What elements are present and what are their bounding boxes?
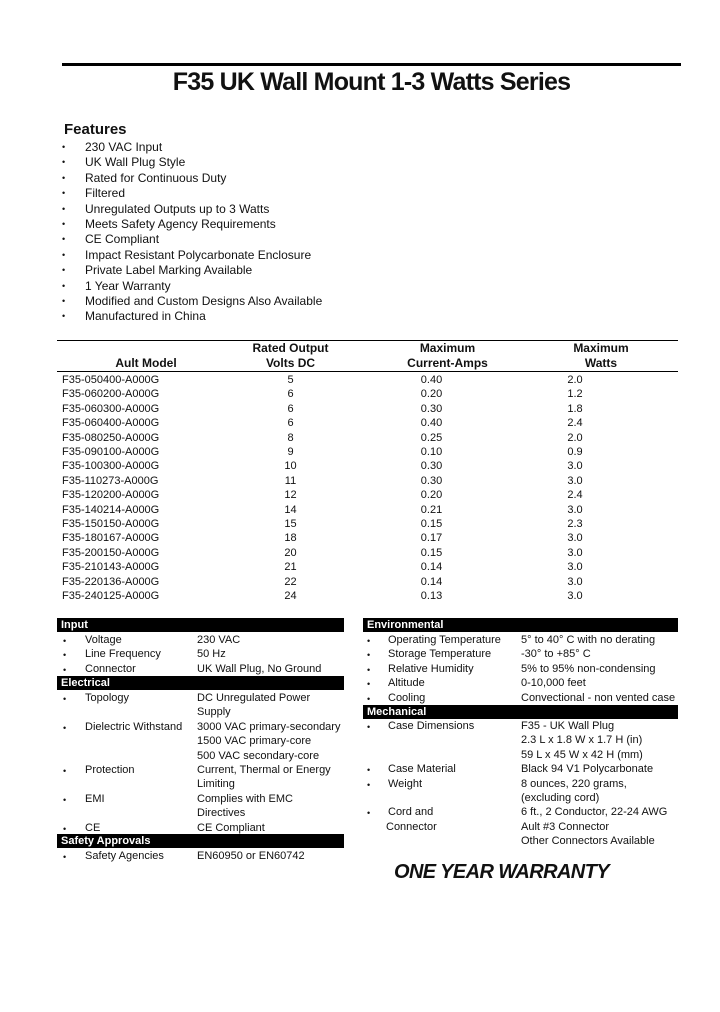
mechanical-section-header: Mechanical [363, 705, 678, 719]
amps-cell: 0.20 [420, 388, 443, 401]
spec-label: EMI [85, 792, 105, 805]
table-row [62, 560, 638, 574]
table-row [62, 459, 638, 473]
bullet-icon: • [367, 779, 371, 790]
model-cell: F35-240125-A000G [62, 590, 160, 603]
spec-value: 8 ounces, 220 grams, [521, 777, 627, 790]
spec-label: CE [85, 821, 101, 834]
spec-label: Topology [85, 692, 130, 704]
amps-cell: 0.17 [420, 532, 443, 545]
table-row [62, 575, 638, 589]
safety-section-header: Safety Approvals [57, 834, 344, 848]
volts-cell: 6 [287, 402, 294, 415]
bullet-icon: • [367, 664, 371, 675]
bullet-icon: • [367, 808, 371, 819]
table-row [62, 431, 638, 445]
bullet-icon: • [367, 650, 371, 661]
watts-cell: 3.0 [567, 532, 583, 545]
model-cell: F35-060400-A000G [62, 417, 160, 430]
spec-value: Current, Thermal or Energy [197, 764, 331, 776]
spec-value: Other Connectors Available [521, 835, 655, 848]
table-row [62, 474, 638, 488]
volts-cell: 10 [284, 460, 297, 473]
table-row [62, 531, 638, 545]
watts-cell: 3.0 [567, 546, 583, 559]
spec-value: 2.3 L x 1.8 W x 1.7 H (in) [521, 734, 643, 747]
spec-label: Voltage [85, 634, 122, 646]
bullet-icon: • [63, 650, 67, 661]
header-amps-line1: Maximum [419, 341, 476, 355]
feature-item: • Impact Resistant Polycarbonate Enclosure [62, 248, 322, 263]
spec-value: UK Wall Plug, No Ground [197, 662, 322, 675]
model-cell: F35-050400-A000G [62, 374, 160, 386]
amps-cell: 0.10 [420, 446, 443, 459]
amps-cell: 0.30 [420, 402, 443, 415]
watts-cell: 3.0 [567, 575, 583, 588]
model-cell: F35-110273-A000G [62, 474, 159, 487]
amps-cell: 0.15 [420, 518, 443, 531]
table-row [62, 402, 638, 416]
spec-value: 5° to 40° C with no derating [521, 634, 656, 646]
spec-value: 230 VAC [197, 634, 241, 646]
model-cell: F35-090100-A000G [62, 446, 160, 459]
header-volts-line1: Rated Output [252, 341, 329, 355]
table-row [62, 445, 638, 459]
spec-label: Storage Temperature [388, 648, 492, 661]
bullet-icon: • [63, 852, 67, 862]
bullet-icon: • [63, 823, 67, 834]
spec-value: 0-10,000 feet [521, 677, 586, 690]
spec-value: Black 94 V1 Polycarbonate [521, 763, 654, 776]
volts-cell: 8 [287, 431, 294, 444]
header-amps-line2: Current-Amps [407, 356, 488, 370]
feature-item: • Filtered [62, 186, 322, 201]
volts-cell: 18 [284, 532, 297, 545]
model-cell: F35-100300-A000G [62, 460, 160, 473]
bullet-icon: • [367, 679, 371, 690]
watts-cell: 2.0 [567, 374, 583, 386]
spec-label: Case Material [388, 763, 456, 776]
model-cell: F35-120200-A000G [62, 489, 160, 502]
volts-cell: 11 [284, 474, 297, 487]
model-cell: F35-060300-A000G [62, 402, 160, 415]
volts-cell: 9 [287, 446, 294, 459]
spec-value: 1500 VAC primary-core [197, 735, 312, 748]
spec-value: Complies with EMC [197, 792, 293, 805]
model-cell: F35-080250-A000G [62, 431, 160, 444]
spec-value: CE Compliant [197, 821, 265, 834]
spec-value: Limiting [197, 778, 235, 791]
watts-cell: 3.0 [567, 503, 583, 516]
amps-cell: 0.14 [420, 575, 443, 588]
spec-value: -30° to +85° C [521, 648, 591, 661]
bullet-icon: • [63, 636, 67, 646]
spec-label: Altitude [388, 677, 425, 690]
table-header-rule [57, 371, 678, 372]
spec-value: 3000 VAC primary-secondary [197, 720, 341, 733]
spec-label: Dielectric Withstand [85, 720, 183, 733]
top-rule [62, 63, 681, 66]
watts-cell: 3.0 [567, 590, 583, 603]
amps-cell: 0.30 [420, 460, 443, 473]
table-row [62, 503, 638, 517]
model-cell: F35-220136-A000G [62, 575, 160, 588]
header-volts-line2: Volts DC [265, 356, 316, 370]
volts-cell: 6 [287, 388, 294, 401]
watts-cell: 3.0 [567, 460, 583, 473]
amps-cell: 0.25 [420, 431, 443, 444]
bullet-icon: • [63, 766, 67, 776]
bullet-icon: • [367, 636, 371, 646]
spec-value: DC Unregulated Power [197, 692, 311, 704]
input-section-header: Input [57, 618, 344, 632]
table-row [62, 387, 638, 401]
spec-label: Cooling [388, 691, 426, 704]
header-watts-line2: Watts [584, 356, 618, 370]
amps-cell: 0.21 [420, 503, 443, 516]
model-cell: F35-140214-A000G [62, 503, 160, 516]
table-row [62, 373, 638, 387]
spec-value: Directives [197, 807, 246, 820]
environmental-section-header: Environmental [363, 618, 678, 632]
volts-cell: 12 [284, 489, 297, 502]
volts-cell: 21 [284, 561, 297, 574]
spec-value: 59 L x 45 W x 42 H (mm) [521, 748, 643, 761]
amps-cell: 0.13 [420, 590, 443, 603]
table-row [62, 517, 638, 531]
table-row [62, 546, 638, 560]
watts-cell: 1.8 [567, 402, 583, 415]
amps-cell: 0.30 [420, 474, 443, 487]
spec-label: Operating Temperature [388, 634, 501, 646]
feature-item: • Unregulated Outputs up to 3 Watts [62, 202, 322, 217]
table-row [62, 416, 638, 430]
feature-item: • CE Compliant [62, 232, 322, 247]
spec-label: Protection [85, 764, 135, 776]
spec-label: Case Dimensions [388, 720, 475, 732]
volts-cell: 22 [284, 575, 297, 588]
spec-value: Convectional - non vented case [521, 691, 676, 704]
feature-item: • Private Label Marking Available [62, 263, 322, 278]
spec-label: Safety Agencies [85, 850, 164, 862]
watts-cell: 2.4 [567, 417, 583, 430]
bullet-icon: • [63, 722, 67, 733]
watts-cell: 2.4 [567, 489, 583, 502]
spec-label: Connector [85, 662, 136, 675]
volts-cell: 6 [287, 417, 294, 430]
feature-item: • Meets Safety Agency Requirements [62, 217, 322, 232]
spec-value: 500 VAC secondary-core [197, 749, 320, 762]
spec-value: EN60950 or EN60742 [197, 850, 305, 862]
spec-value: 6 ft., 2 Conductor, 22-24 AWG [521, 806, 668, 819]
warranty-banner: ONE YEAR WARRANTY [394, 861, 610, 883]
bullet-icon: • [367, 693, 371, 704]
volts-cell: 14 [284, 503, 297, 516]
watts-cell: 3.0 [567, 561, 583, 574]
volts-cell: 20 [284, 546, 297, 559]
spec-value: 50 Hz [197, 648, 226, 661]
watts-cell: 2.0 [567, 431, 583, 444]
spec-value: Supply [197, 706, 231, 719]
bullet-icon: • [367, 722, 371, 732]
amps-cell: 0.40 [420, 374, 443, 386]
features-heading: Features [64, 121, 127, 138]
features-list [62, 140, 322, 325]
watts-cell: 2.3 [567, 518, 583, 531]
spec-value: F35 - UK Wall Plug [521, 720, 615, 732]
volts-cell: 24 [284, 590, 297, 603]
table-row [62, 488, 638, 502]
amps-cell: 0.14 [420, 561, 443, 574]
feature-item: • Modified and Custom Designs Also Available [62, 294, 322, 309]
bullet-icon: • [63, 794, 67, 805]
spec-value: 5% to 95% non-condensing [521, 662, 656, 675]
header-model: Ault Model [115, 356, 177, 370]
feature-item: • Manufactured in China [62, 309, 322, 324]
bullet-icon: • [63, 664, 67, 675]
page-title: F35 UK Wall Mount 1-3 Watts Series [172, 68, 571, 96]
feature-item: • 1 Year Warranty [62, 279, 322, 294]
watts-cell: 1.2 [567, 388, 583, 401]
model-cell: F35-180167-A000G [62, 532, 160, 545]
model-cell: F35-210143-A000G [62, 561, 160, 574]
model-cell: F35-200150-A000G [62, 546, 160, 559]
feature-item: • 230 VAC Input [62, 140, 322, 155]
amps-cell: 0.15 [420, 546, 443, 559]
spec-label: Cord and [388, 806, 434, 819]
watts-cell: 0.9 [567, 446, 583, 459]
feature-item: • UK Wall Plug Style [62, 155, 322, 170]
spec-value: (excluding cord) [521, 792, 600, 804]
bullet-icon: • [63, 694, 67, 704]
model-cell: F35-060200-A000G [62, 388, 160, 401]
spec-value: Ault #3 Connector [521, 820, 610, 833]
spec-label: Connector [386, 820, 437, 833]
table-row [62, 589, 638, 603]
amps-cell: 0.20 [420, 489, 443, 502]
feature-item: • Rated for Continuous Duty [62, 171, 322, 186]
model-cell: F35-150150-A000G [62, 518, 160, 531]
bullet-icon: • [367, 765, 371, 776]
header-watts-line1: Maximum [573, 341, 629, 355]
electrical-section-header: Electrical [57, 676, 344, 690]
spec-label: Relative Humidity [388, 662, 474, 675]
spec-label: Line Frequency [85, 648, 161, 661]
amps-cell: 0.40 [420, 417, 443, 430]
model-table [62, 373, 638, 604]
watts-cell: 3.0 [567, 474, 583, 487]
volts-cell: 15 [284, 518, 297, 531]
volts-cell: 5 [287, 374, 294, 386]
spec-label: Weight [388, 777, 423, 790]
